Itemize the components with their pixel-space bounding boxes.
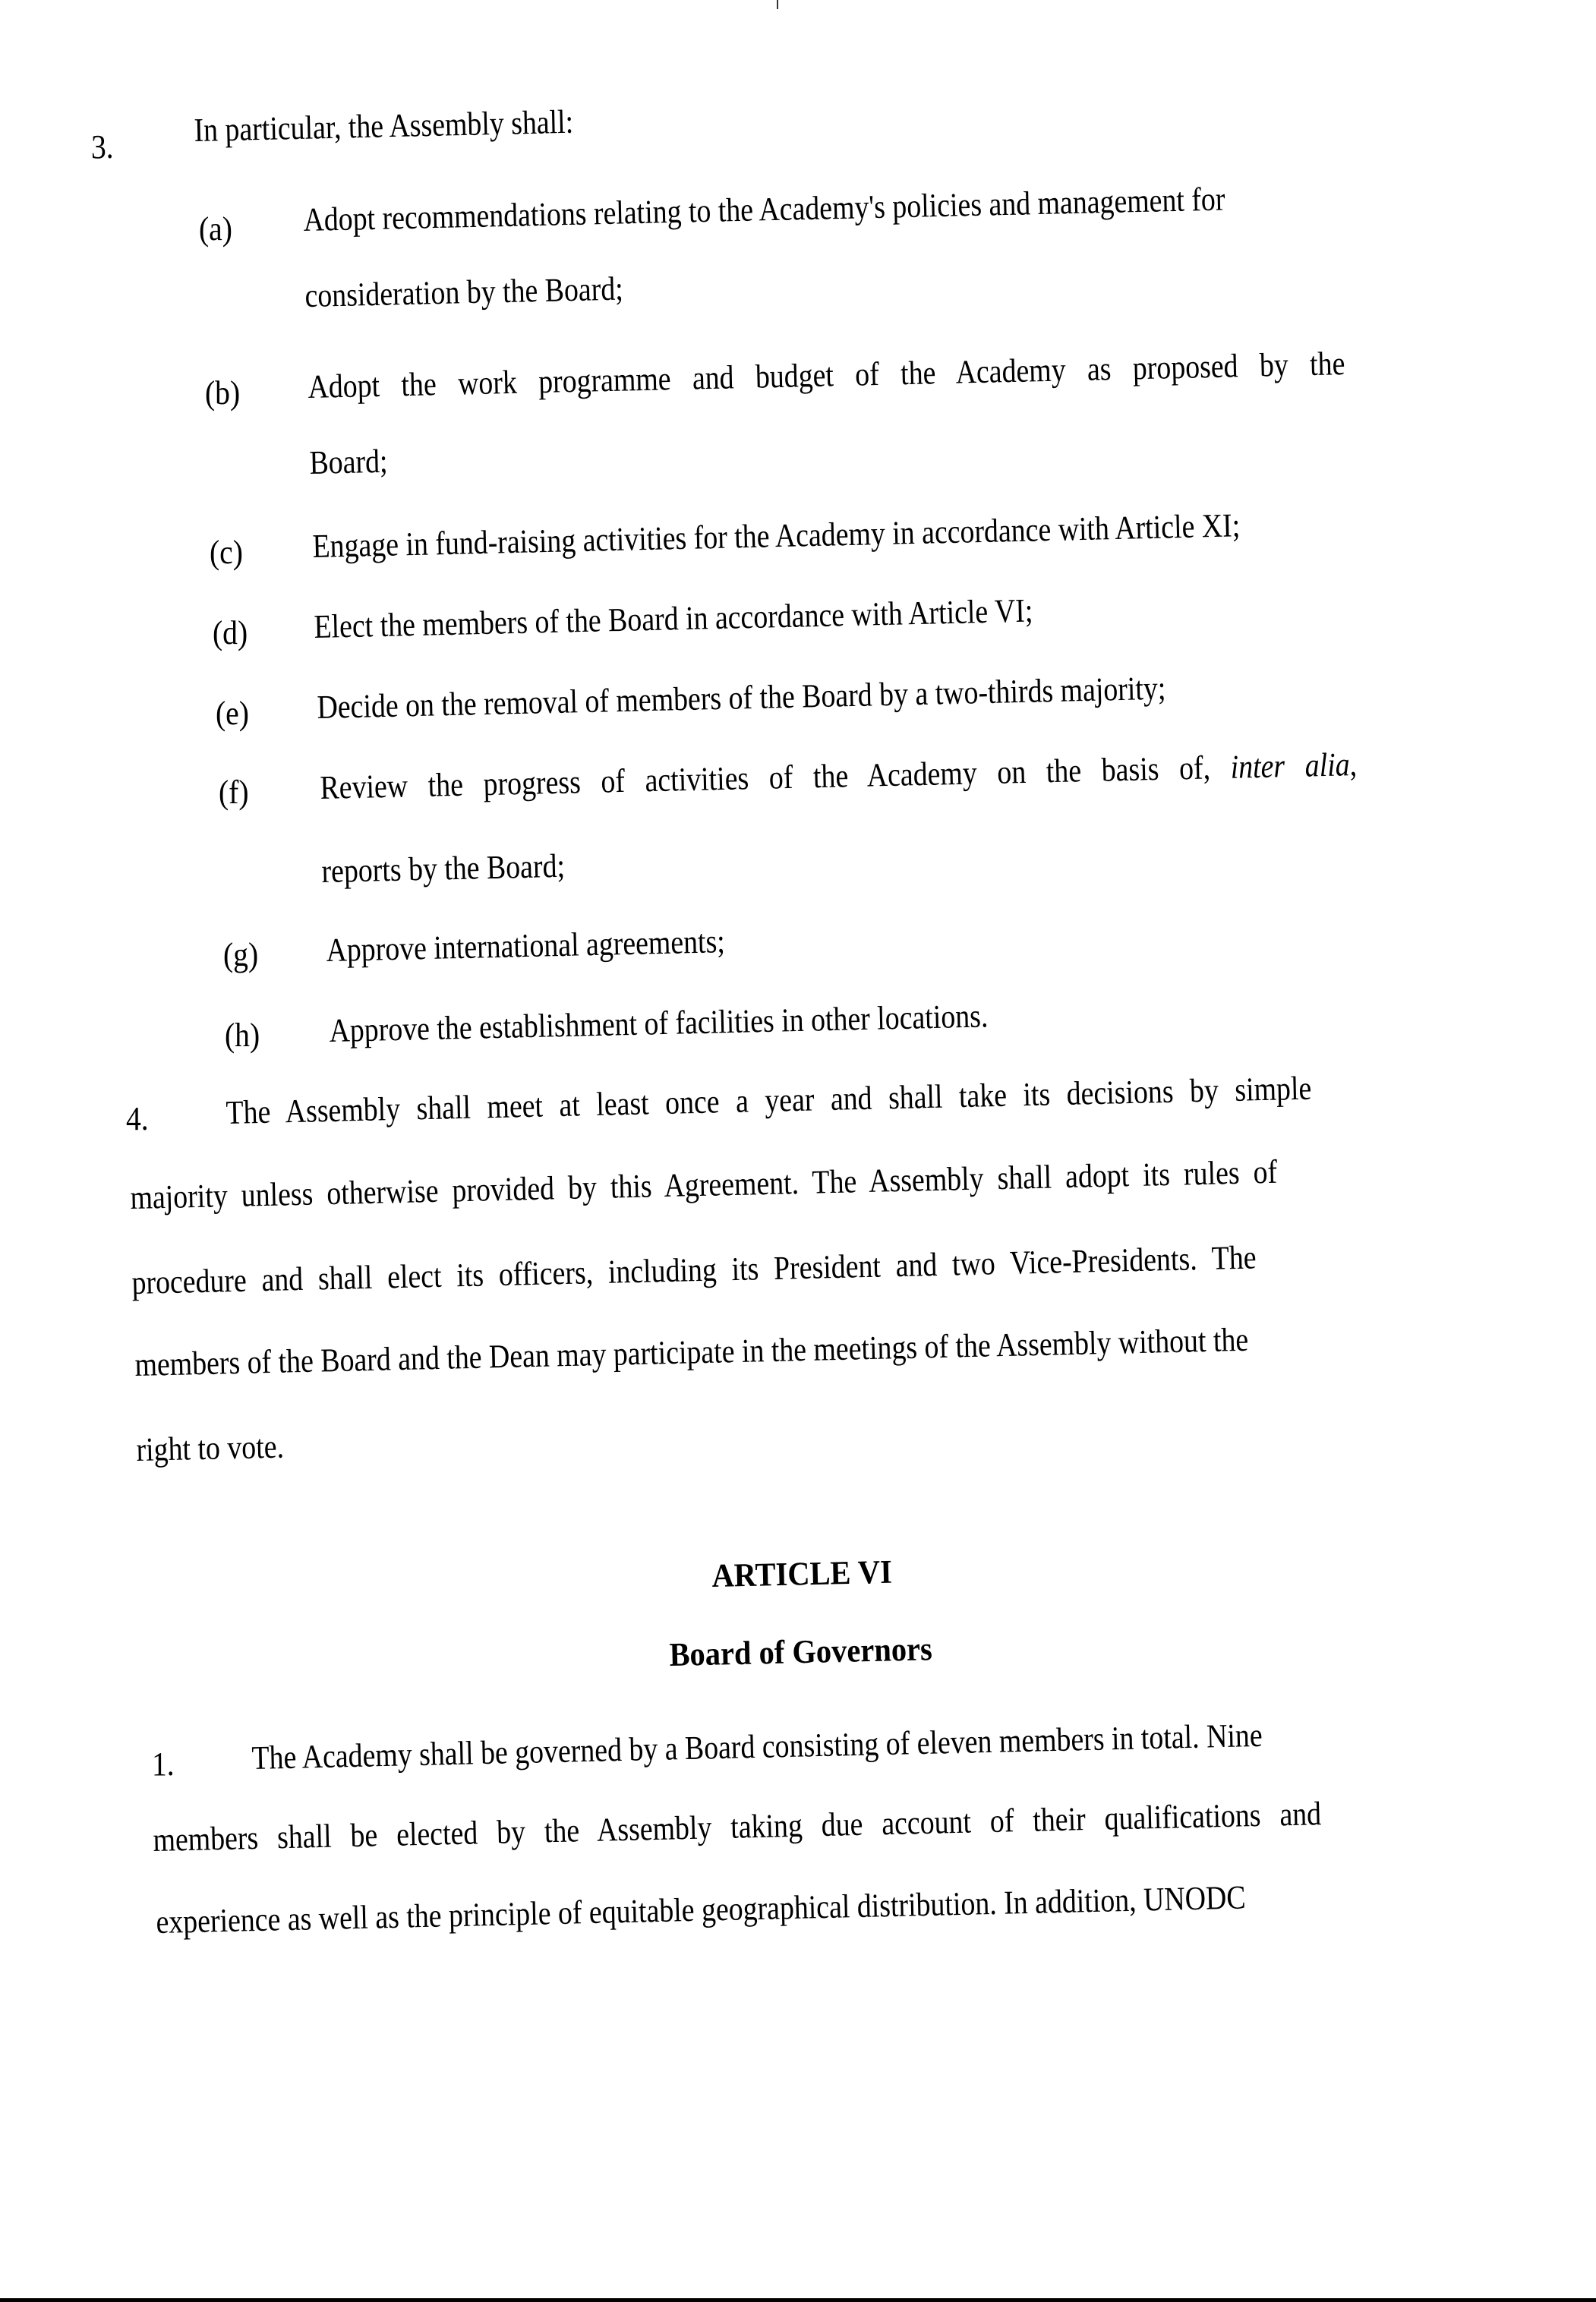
section-4-line-3: procedure and shall elect its officers, including its President and two Vice-Presidents. The [131, 1238, 1257, 1301]
item-b-line-2: Board; [308, 442, 389, 481]
item-f-italic-term: inter alia [1230, 746, 1351, 786]
item-d-label: (d) [213, 614, 248, 651]
section-4-line-1: The Assembly shall meet at least once a year and shall take its decisions by simple [225, 1069, 1312, 1131]
item-f-label: (f) [219, 774, 249, 811]
item-h-label: (h) [225, 1017, 260, 1054]
article-section-1-line-2: members shall be elected by the Assembly taking due account of their qualifications and [152, 1795, 1322, 1859]
item-c-line-1: Engage in fund-raising activities for the Academy in accordance with Article XI; [311, 506, 1241, 565]
article-title: ARTICLE VI [711, 1553, 893, 1594]
item-a-line-1 [303, 178, 1433, 237]
item-e-label: (e) [216, 695, 249, 732]
item-a-line-2: consideration by the Board; [304, 270, 624, 314]
article-section-1-line-3: experience as well as the principle of equitable geographical distribution. In addition, UNODC [155, 1878, 1247, 1941]
item-c-label: (c) [210, 534, 243, 571]
item-h-line-1: Approve the establishment of facilities in other locations. [328, 997, 989, 1049]
item-d-line-1: Elect the members of the Board in accordance with Article VI; [313, 591, 1033, 645]
item-e-line-1: Decide on the removal of members of the Board by a two-thirds majority; [316, 669, 1166, 726]
section-3-number: 3. [91, 128, 114, 166]
item-g-line-1: Approve international agreements; [325, 922, 726, 969]
item-f-line-1 [320, 748, 1358, 805]
scan-artifact-mark [777, 0, 778, 9]
item-f-text: Review the progress of activities of the Academy on the basis of, [319, 748, 1232, 806]
item-g-label: (g) [223, 936, 259, 973]
item-f-comma: , [1349, 746, 1358, 784]
scan-bottom-edge [0, 2298, 1596, 2302]
item-f-line-2: reports by the Board; [320, 847, 566, 890]
item-b-line-1: Adopt the work programme and budget of the Academy as proposed by the [307, 345, 1345, 405]
article-section-1-line-1: The Academy shall be governed by a Board consisting of eleven members in total. Nine [251, 1716, 1263, 1777]
item-a-text: Adopt recommendations relating to the Academy's policies and management for [302, 180, 1225, 238]
section-4-line-5: right to vote. [135, 1427, 285, 1468]
article-section-1-number: 1. [152, 1745, 175, 1783]
item-b-label: (b) [205, 374, 241, 412]
item-a-label: (a) [199, 210, 232, 248]
section-4-line-2: majority unless otherwise provided by this Agreement. The Assembly shall adopt its rules of [129, 1153, 1278, 1216]
section-4-number: 4. [126, 1100, 149, 1137]
section-4-line-4: members of the Board and the Dean may participate in the meetings of the Assembly without the [134, 1320, 1249, 1383]
article-subtitle: Board of Governors [668, 1630, 933, 1673]
section-3-intro: In particular, the Assembly shall: [193, 102, 574, 149]
